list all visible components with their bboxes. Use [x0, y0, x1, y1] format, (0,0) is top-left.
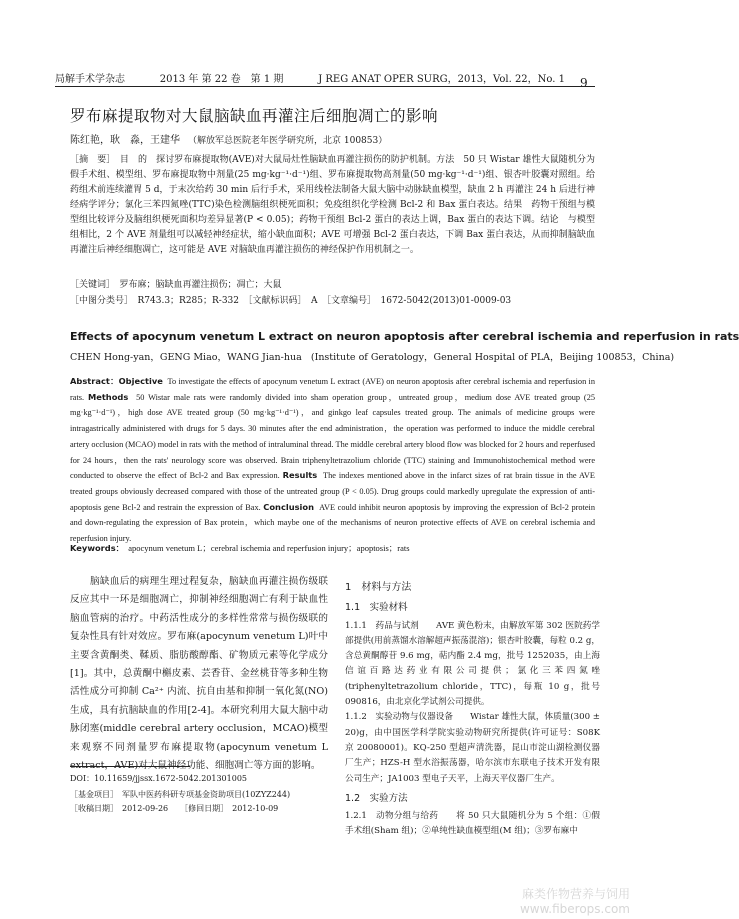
footnote-doi: DOI：10.11659/jjssx.1672-5042.201301005	[70, 774, 247, 783]
footnote-rule	[70, 766, 190, 767]
introduction-text: 脑缺血后的病理生理过程复杂，脑缺血再灌注损伤级联反应其中一环是细胞凋亡，抑制神经细胞凋亡有利于缺血性脑血管病的治疗。中药活性成分的多样性常常与损伤级联的复杂性具有针对效应。罗布麻(apocynum venetum L)叶中主要含黄酮类、鞣质、脂肪酸醇酯、矿物质元素等化学成分[1]。其中，总黄酮中槲皮素、芸香苷、金丝桃苷等多种生物活性成分可抑制 Ca²⁺ 内流、抗自由基和抑制一氧化氮(NO)生成，具有抗脑缺血的作用[2-4]。本研究利用大鼠大脑中动脉闭塞(middle cerebral artery occlusion，MCAO)模型来观察不同剂量罗布麻提取物(apocynum venetum L extract，AVE)对大鼠神经功能、细胞凋亡等方面的影响。	[70, 576, 328, 772]
subsection-heading-methods: 1.2 实验方法	[345, 792, 408, 804]
author-names-cn: 陈红艳，耿 淼，王建华	[70, 135, 180, 146]
methods-label: Methods	[87, 391, 129, 402]
keywords-block-cn	[70, 277, 595, 309]
abstract-en	[70, 374, 595, 547]
running-header	[55, 70, 595, 85]
conclusion-text: AVE could inhibit neuron apoptosis by improving the expression of Bcl-2 protein and down-regulating the expression of Bax protein，which maybe one of the mechanisms of neuron protective effects of AVE on cerebral ischemia and reperfusion injury.	[70, 502, 595, 544]
paragraph-grouping: 1.2.1 动物分组与给药 将 50 只大鼠随机分为 5 个组：①假手术组(Sham 组)；②单纯性缺血模型组(M 组)；③罗布麻中	[345, 811, 600, 837]
affiliation-cn: （解放军总医院老年医学研究所，北京 100853）	[188, 136, 388, 146]
watermark: 麻类作物营养与饲用 www.fiberops.com	[519, 887, 630, 916]
results-text: The indexes mentioned above in the infarct sizes of rat brain tissue in the AVE treated groups obviously decreased compared with those of the untreated group (P < 0.05). Drug groups could markedly upregulate the expression of anti-apoptosis gene Bcl-2 and restrain the expression of Bax.	[70, 471, 595, 512]
header-rule	[55, 86, 595, 87]
paragraph-drugs-reagents: 1.1.1 药品与试剂 AVE 黄色粉末，由解放军第 302 医院药学部提供(用前蒸馏水溶解超声振荡混溶)；银杏叶胶囊，每粒 0.2 g，含总黄酮醇苷 9.6 mg，萜内酯 2.4 mg，批号 1252035，由上海信谊百路达药业有限公司提供；氯化三苯四氮唑(triphenyltetrazolium chloride，TTC)，每瓶 10 g，批号 090816，由北京化学试剂公司提供。	[345, 620, 600, 708]
section-heading: 1 材料与方法	[345, 582, 412, 593]
issue-info-cn: 2013 年 第 22 卷 第 1 期	[159, 74, 284, 85]
authors-cn	[70, 131, 387, 146]
affiliation-en: (Institute of Geratology，General Hospital of PLA，Beijing 100853，China)	[310, 352, 675, 363]
abstract-label: Abstract：	[70, 376, 119, 386]
author-names-en: CHEN Hong-yan，GENG Miao，WANG Jian-hua	[70, 352, 302, 363]
journal-info-en: J REG ANAT OPER SURG，2013，Vol. 22，No. 1	[318, 74, 565, 85]
keywords-text: apocynum venetum L；cerebral ischemia and reperfusion injury；apoptosis；rats	[128, 543, 410, 553]
classification-cn: ［中图分类号］ R743.3；R285；R-332 ［文献标识码］ A ［文章编号］ 1672-5042(2013)01-0009-03	[70, 296, 512, 306]
methods-section	[345, 580, 600, 840]
paragraph-animals-equipment: 1.1.2 实验动物与仪器设备 Wistar 雄性大鼠，体质量(300 ± 20)g，由中国医学科学院实验动物研究所提供(许可证号：S08K 京 20080001)。KQ-250 型超声清洗器，昆山市淀山湖检测仪器厂生产；HZS-H 型水浴振荡器，哈尔滨市东联电子技术开发有限公司生产；JA1003 型电子天平，上海天平仪器厂生产。	[345, 712, 600, 784]
conclusion-label: Conclusion	[263, 501, 315, 512]
paper-title-cn: 罗布麻提取物对大鼠脑缺血再灌注后细胞凋亡的影响	[70, 107, 439, 125]
authors-en	[70, 349, 674, 363]
page-number: 9	[580, 76, 588, 90]
keywords-cn: ［关键词］ 罗布麻；脑缺血再灌注损伤；凋亡；大鼠	[70, 280, 282, 290]
abstract-cn: ［摘 要］ 目 的 探讨罗布麻提取物(AVE)对大鼠局灶性脑缺血再灌注损伤的防护机制。方法 50 只 Wistar 雄性大鼠随机分为假手术组、模型组、罗布麻提取物中剂量(25 mg·kg⁻¹·d⁻¹)组、罗布麻提取物高剂量(50 mg·kg⁻¹·d⁻¹)组、银杏叶胶囊对照组。给药组术前连续灌胃 5 d，于末次给药 30 min 后行手术，采用线栓法制备大鼠大脑中动脉缺血模型，缺血 2 h 再灌注 24 h 后进行神经病学评分；氯化三苯四氮唑(TTC)染色检测脑组织梗死面积；免疫组织化学检测 Bcl-2 和 Bax 蛋白表达。结果 药物干预组与模型组比较评分及脑组织梗死面积均差异显著(P < 0.05)；药物干预组 Bcl-2 蛋白的表达上调，Bax 蛋白的表达下调。结论 与模型组相比，2 个 AVE 剂量组可以减轻神经症状，缩小缺血面积；AVE 可增强 Bcl-2 蛋白表达，下调 Bax 蛋白表达，从而抑制脑缺血再灌注后神经细胞凋亡，这可能是 AVE 对脑缺血再灌注损伤的神经保护作用机制之一。	[70, 155, 595, 255]
results-label: Results	[282, 470, 318, 481]
footnote-dates: ［收稿日期］ 2012-09-26 ［修回日期］ 2012-10-09	[70, 804, 279, 813]
keywords-en	[70, 542, 595, 554]
objective-label: Objective	[118, 376, 163, 386]
objective-text: To investigate the effects of apocynum venetum L extract (AVE) on neuron apoptosis after cerebral ischemia and reperfusion in rats.	[70, 377, 595, 402]
journal-name-cn: 局解手术学杂志	[55, 74, 125, 85]
paper-title-en: Effects of apocynum venetum L extract on neuron apoptosis after cerebral ischemia and reperfusion in rats	[70, 330, 739, 343]
subsection-heading: 1.1 实验材料	[345, 602, 408, 614]
keywords-label: Keywords：	[70, 543, 124, 553]
footnote-fund: ［基金项目］ 军队中医药科研专项基金资助项目(10ZYZ244)	[70, 790, 291, 799]
methods-text: 50 Wistar male rats were randomly divided into sham operation group，untreated group，medium dose AVE treated group (25 mg·kg⁻¹·d⁻¹)，high dose AVE treated group (50 mg·kg⁻¹·d⁻¹)，and ginkgo leaf capsules treated group. The animals of medicine groups were intragastrically administered with drugs for 5 days. 30 minutes after the end administration，the operation was performed to induce the middle cerebral artery occlusion (MCAO) model in rats with the method of intraluminal thread. The middle cerebral artery blood flow was blocked for 2 hours and reperfused for 24 hours，then the rats' neurology score was observed. Brain triphenyltetrazolium chloride (TTC) staining and Immunohistochemical method were conducted to observe the effect of Bcl-2 and Bax expression.	[70, 392, 595, 481]
